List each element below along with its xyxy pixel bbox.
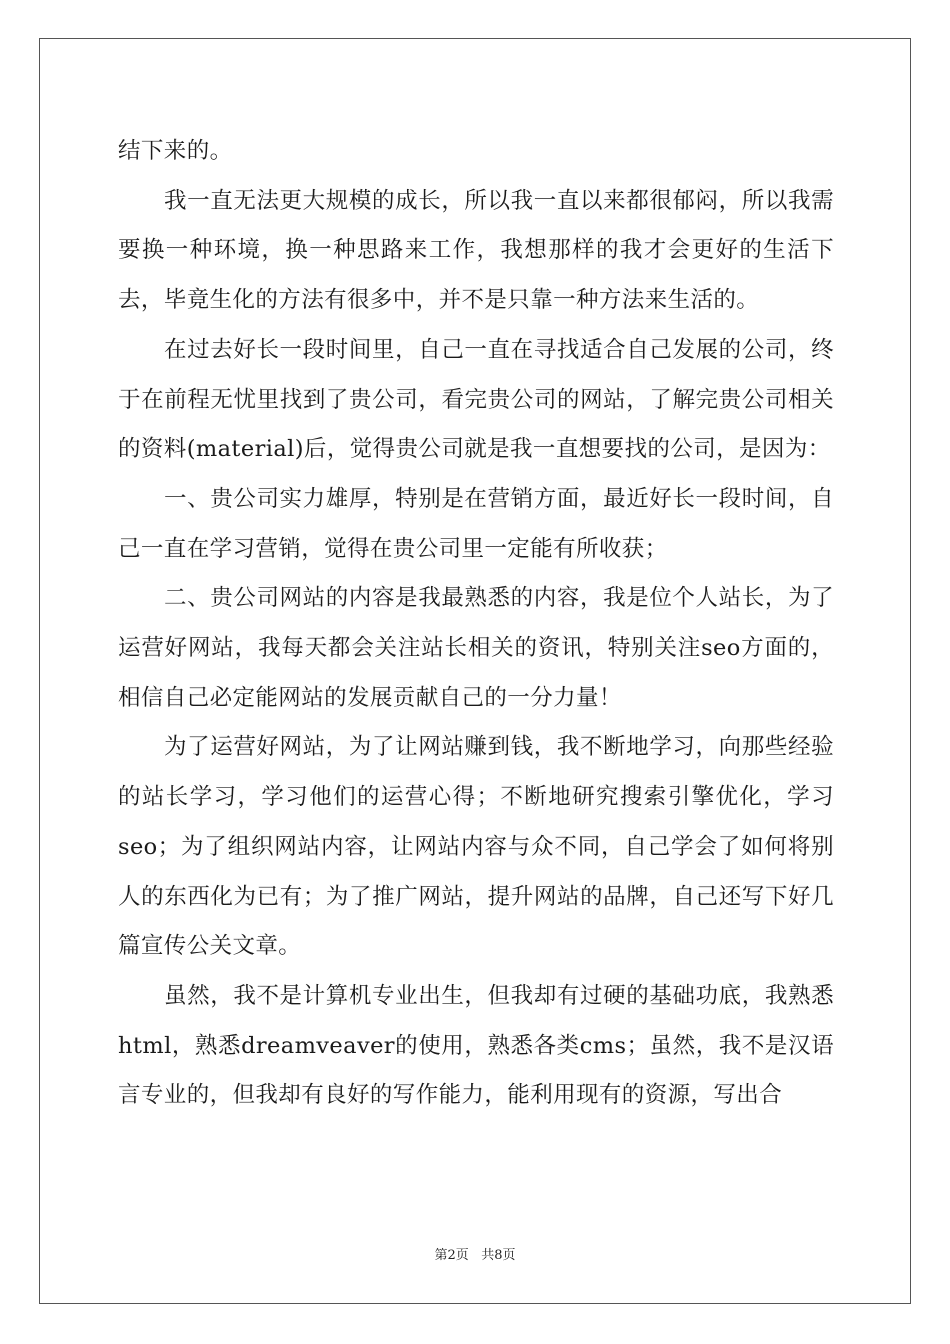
paragraph-6: 为了运营好网站，为了让网站赚到钱，我不断地学习，向那些经验的站长学习，学习他们的运营心得；不断地研究搜索引擎优化，学习seo；为了组织网站内容，让网站内容与众不同，自己学会了如何将别人的东西化为已有；为了推广网站，提升网站的品牌，自己还写下好几篇宣传公关文章。 (118, 734, 834, 960)
paragraph-4: 一、贵公司实力雄厚，特别是在营销方面，最近好长一段时间，自己一直在学习营销，觉得在贵公司里一定能有所收获； (118, 485, 834, 562)
paragraph-2: 我一直无法更大规模的成长，所以我一直以来都很郁闷，所以我需要换一种环境，换一种思路来工作，我想那样的我才会更好的生活下去，毕竟生化的方法有很多中，并不是只靠一种方法来生活的。 (118, 187, 834, 314)
paragraph-5: 二、贵公司网站的内容是我最熟悉的内容，我是位个人站长，为了运营好网站，我每天都会关注站长相关的资讯，特别关注seo方面的，相信自己必定能网站的发展贡献自己的一分力量！ (118, 585, 834, 711)
paragraph-3: 在过去好长一段时间里，自己一直在寻找适合自己发展的公司，终于在前程无忧里找到了贵公司，看完贵公司的网站，了解完贵公司相关的资料(material)后，觉得贵公司就是我一直想要找的公司，是因为： (118, 336, 834, 463)
document-body (118, 127, 834, 1121)
page-footer (0, 1247, 950, 1265)
paragraph-1: 结下来的。 (118, 138, 233, 164)
page-total: 共8页 (481, 1248, 516, 1263)
paragraph-7: 虽然，我不是计算机专业出生，但我却有过硬的基础功底，我熟悉html，熟悉dreamveaver的使用，熟悉各类cms；虽然，我不是汉语言专业的，但我却有良好的写作能力，能利用现有的资源，写出合 (118, 982, 834, 1109)
page-number: 第2页 (434, 1248, 469, 1263)
